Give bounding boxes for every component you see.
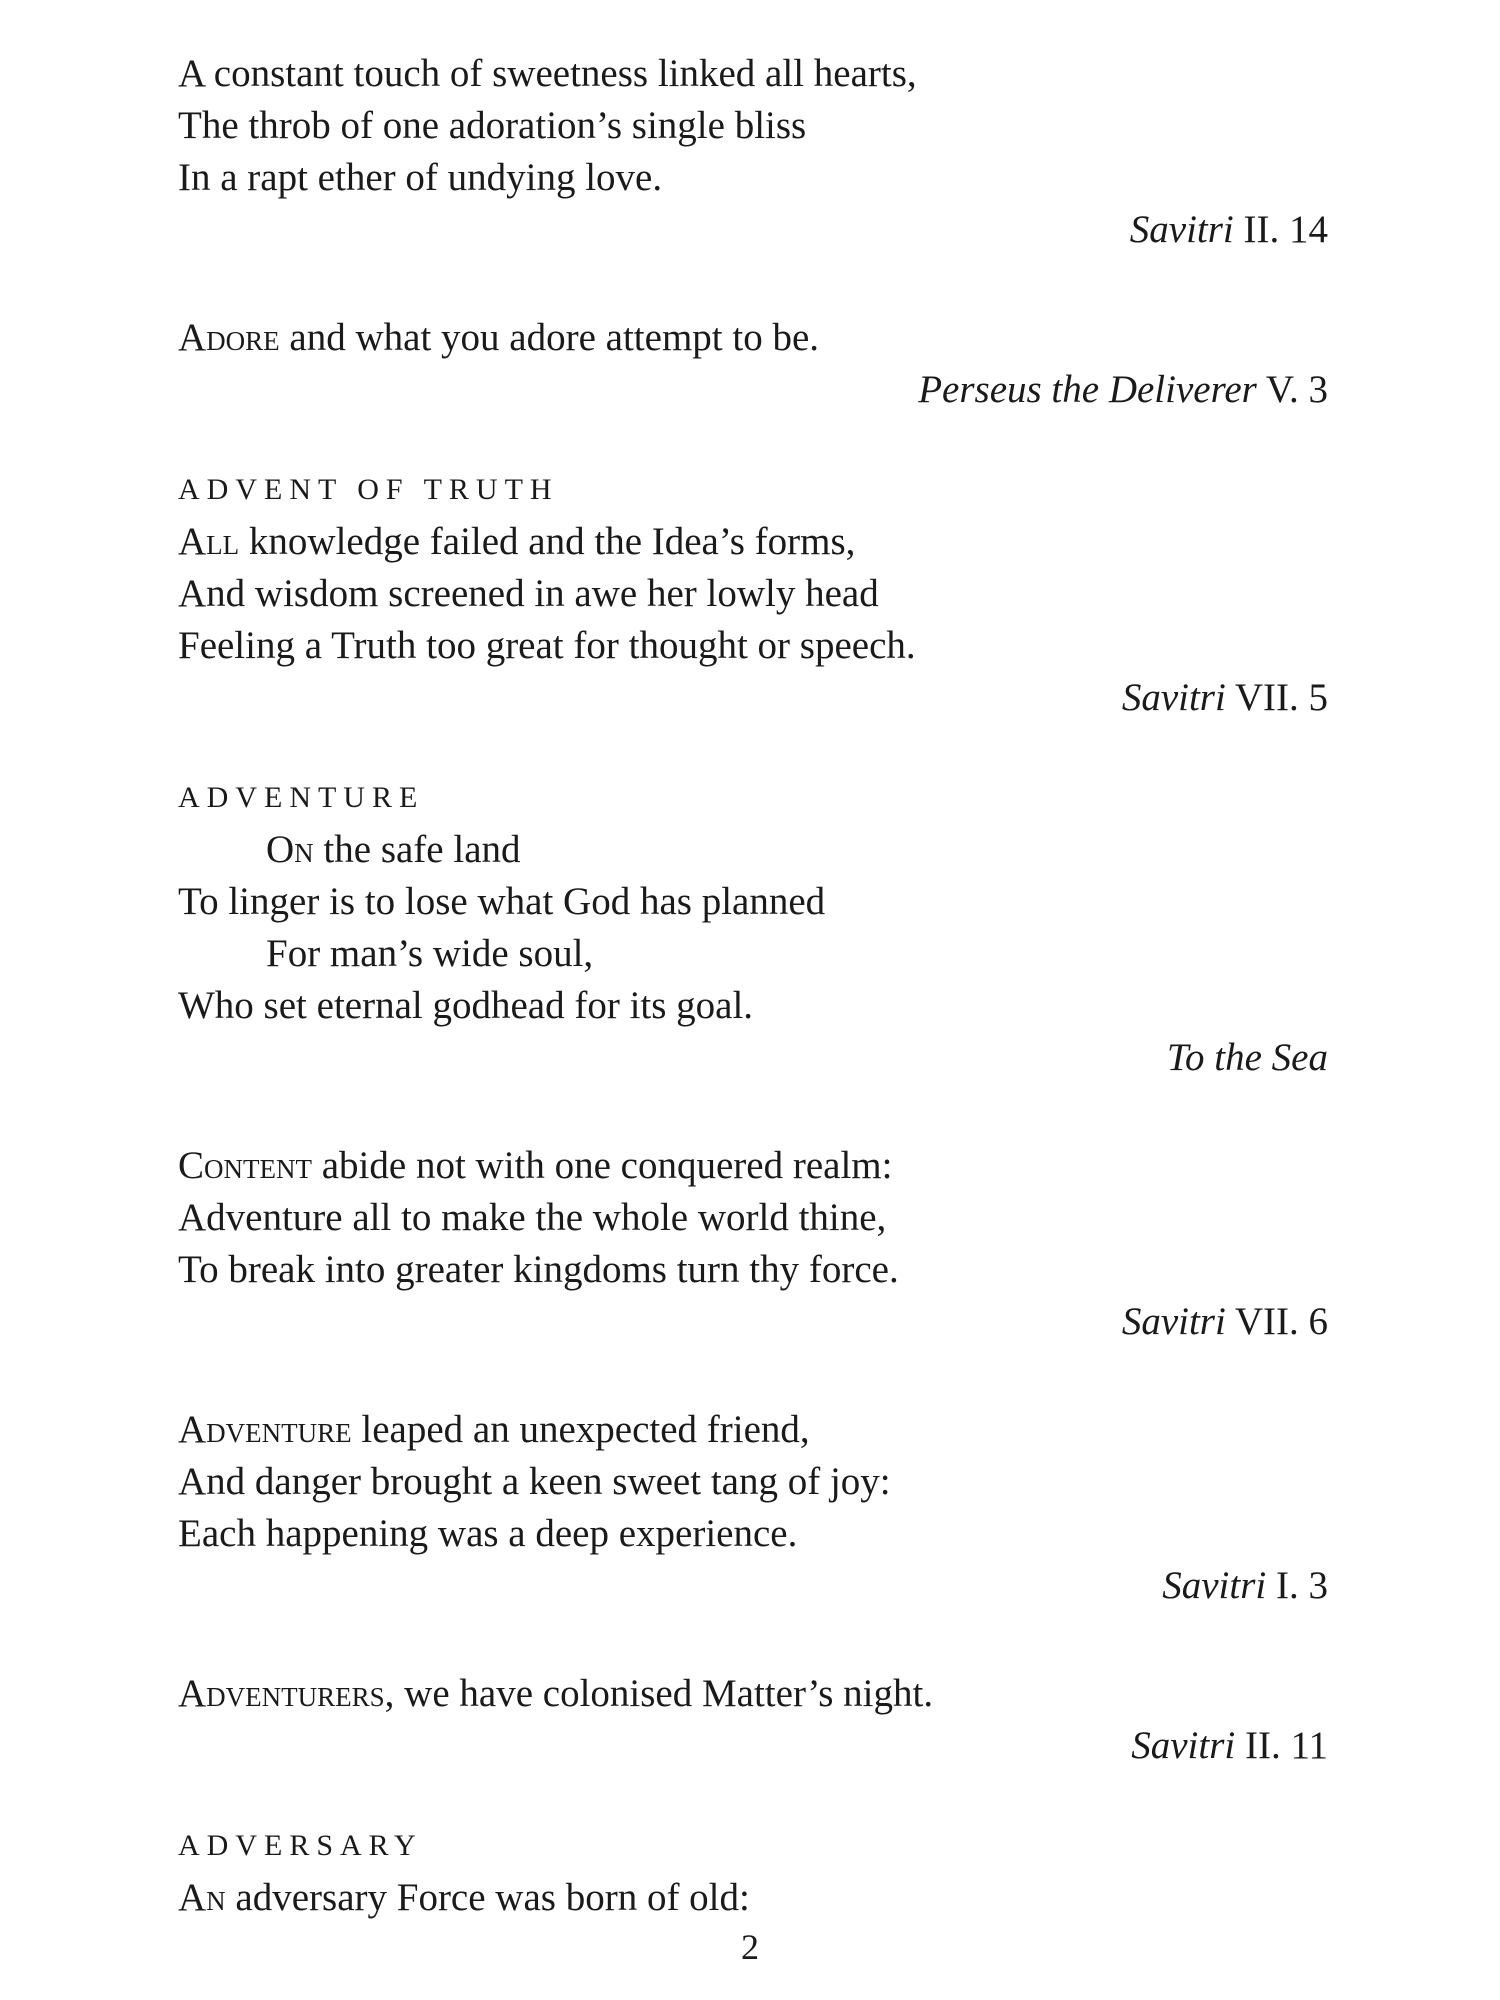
lead-word: Content — [178, 1144, 312, 1187]
verse-line: Adventurers, we have colonised Matter’s night. — [178, 1672, 934, 1715]
source-ref: II. 14 — [1233, 208, 1328, 251]
source-citation — [178, 364, 1328, 416]
source-citation — [178, 1560, 1328, 1612]
lead-word: On — [266, 828, 314, 871]
lead-word: All — [178, 520, 240, 563]
topic-heading: ADVENTURE — [178, 781, 425, 814]
source-work: Savitri — [1131, 1724, 1236, 1767]
verse-line: To break into greater kingdoms turn thy force. — [178, 1248, 899, 1291]
entry — [178, 1140, 1328, 1348]
verse-line: A constant touch of sweetness linked all hearts, — [178, 52, 917, 95]
source-citation — [178, 1720, 1328, 1772]
entry — [178, 1668, 1328, 1772]
verse-line: The throb of one adoration’s single bliss — [178, 104, 807, 147]
lead-word: Adore — [178, 316, 280, 359]
source-work: Savitri — [1121, 676, 1226, 719]
verse-line: An adversary Force was born of old: — [178, 1876, 750, 1919]
lead-word: An — [178, 1876, 226, 1919]
source-ref: VII. 5 — [1225, 676, 1328, 719]
source-ref: V. 3 — [1256, 368, 1328, 411]
verse-line: On the safe land — [266, 828, 521, 871]
source-work: Perseus the Deliverer — [918, 368, 1257, 411]
entry — [178, 312, 1328, 416]
entry — [178, 1826, 1328, 1924]
source-citation — [178, 204, 1328, 256]
lead-word: Adventure — [178, 1408, 352, 1451]
page-number: 2 — [741, 1927, 759, 1967]
page-body — [178, 48, 1328, 1924]
source-work: Savitri — [1121, 1300, 1226, 1343]
verse-line: Adventure all to make the whole world thine, — [178, 1196, 887, 1239]
entry — [178, 778, 1328, 1084]
verse-line: In a rapt ether of undying love. — [178, 156, 663, 199]
verse-line: Content abide not with one conquered realm: — [178, 1144, 893, 1187]
verse-line: For man’s wide soul, — [266, 932, 594, 975]
source-ref: II. 11 — [1235, 1724, 1328, 1767]
verse-line: Each happening was a deep experience. — [178, 1512, 798, 1555]
source-citation — [178, 1032, 1328, 1084]
source-work: Savitri — [1129, 208, 1234, 251]
verse-line: All knowledge failed and the Idea’s forms, — [178, 520, 856, 563]
topic-heading: ADVERSARY — [178, 1829, 423, 1862]
entry — [178, 48, 1328, 256]
lead-word: Adventurers — [178, 1672, 385, 1715]
verse-line: Adore and what you adore attempt to be. — [178, 316, 820, 359]
verse-line: Adventure leaped an unexpected friend, — [178, 1408, 810, 1451]
source-work: To the Sea — [1166, 1036, 1328, 1079]
entry — [178, 470, 1328, 724]
verse-line: And danger brought a keen sweet tang of joy: — [178, 1460, 891, 1503]
source-citation — [178, 672, 1328, 724]
verse-line: And wisdom screened in awe her lowly head — [178, 572, 879, 615]
source-work: Savitri — [1162, 1564, 1267, 1607]
verse-line: Feeling a Truth too great for thought or speech. — [178, 624, 916, 667]
source-ref: VII. 6 — [1225, 1300, 1328, 1343]
verse-line: Who set eternal godhead for its goal. — [178, 984, 754, 1027]
source-citation — [178, 1296, 1328, 1348]
source-ref: I. 3 — [1266, 1564, 1328, 1607]
verse-line: To linger is to lose what God has planned — [178, 880, 826, 923]
entry — [178, 1404, 1328, 1612]
topic-heading: ADVENT OF TRUTH — [178, 473, 559, 506]
